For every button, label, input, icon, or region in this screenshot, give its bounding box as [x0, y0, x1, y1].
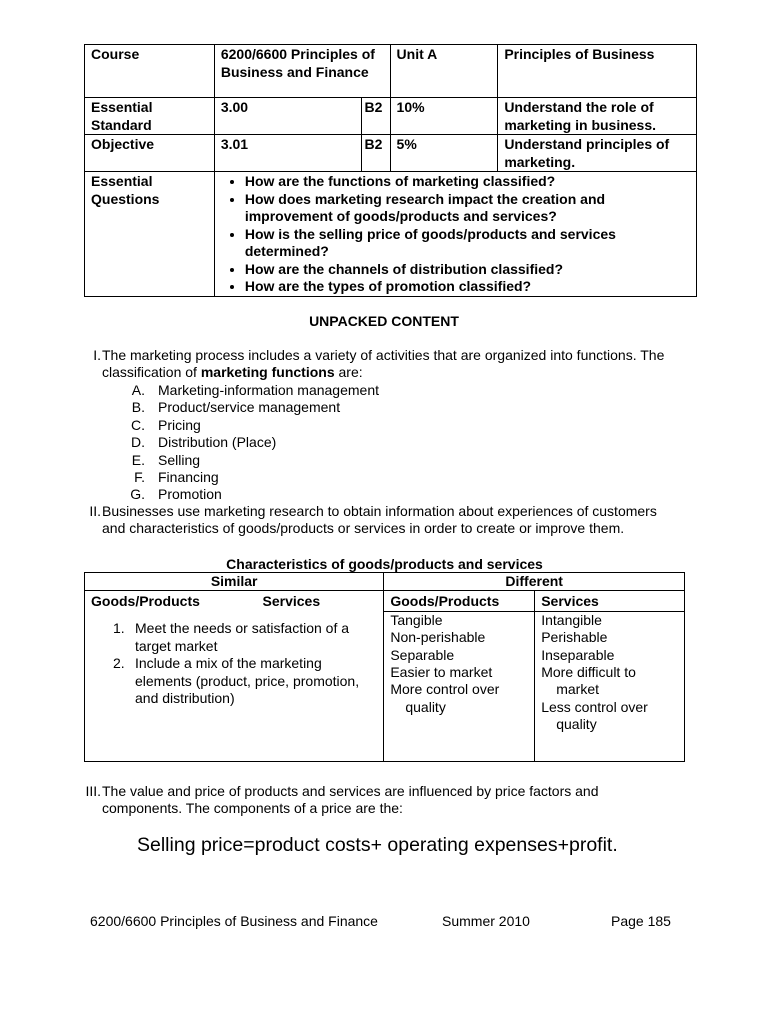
characteristics-title: Characteristics of goods/products and services	[226, 556, 543, 572]
question-item: • How does marketing research impact the creation and improvement of goods/products and services?	[245, 191, 690, 226]
list-text: Pricing	[158, 416, 201, 433]
list-letter: A.	[131, 382, 145, 398]
characteristics-table	[84, 572, 685, 762]
similar-header: Similar	[85, 573, 384, 591]
standard-value: 3.00	[214, 98, 361, 135]
objective-description: Understand principles of marketing.	[498, 135, 697, 172]
list-number: 1.	[113, 620, 125, 637]
list-text: Product/service management	[158, 399, 341, 416]
course-label: Course	[85, 45, 215, 98]
similar-goods-label: Goods/Products	[91, 593, 200, 610]
list-letter: E.	[131, 451, 145, 468]
objective-label: Objective	[85, 135, 215, 172]
goods-item: Easier to market	[390, 664, 493, 681]
goods-item: Separable	[390, 646, 455, 663]
section-1-text-after: are:	[334, 364, 363, 381]
list-letter: D.	[131, 434, 145, 451]
standard-level: B2	[361, 98, 390, 135]
list-item	[125, 417, 379, 434]
section-1-numeral: I.	[93, 347, 101, 363]
footer-term: Summer 2010	[442, 913, 530, 929]
services-item: Inseparable	[541, 646, 615, 663]
list-letter: G.	[130, 486, 145, 503]
similar-subheader	[91, 593, 377, 617]
marketing-functions-list	[125, 382, 379, 504]
diff-goods-header: Goods/Products	[384, 591, 535, 611]
list-text: Promotion	[158, 486, 222, 503]
section-2-numeral: II.	[89, 503, 101, 519]
similar-list	[91, 620, 377, 707]
list-text: Marketing-information management	[158, 382, 379, 398]
list-letter: C.	[131, 416, 145, 433]
list-text: Distribution (Place)	[158, 434, 277, 451]
list-item	[125, 382, 379, 399]
list-text: Include a mix of the marketing elements (product, price, promotion, and distribution)	[135, 655, 360, 707]
goods-item: Non-perishable	[390, 629, 486, 646]
services-item: quality	[556, 716, 597, 733]
services-item: Less control over	[541, 698, 648, 715]
essential-questions-list	[217, 173, 690, 296]
standard-percent: 10%	[390, 98, 498, 135]
list-item	[125, 399, 379, 416]
question-item: • How are the types of promotion classified?	[245, 278, 690, 296]
services-characteristics	[535, 611, 685, 761]
standard-description: Understand the role of marketing in business.	[498, 98, 697, 135]
services-item: More difficult to	[541, 664, 636, 681]
list-text: Meet the needs or satisfaction of a target market	[135, 620, 350, 654]
list-item	[125, 469, 379, 486]
goods-item: Tangible	[390, 611, 443, 628]
section-1-text	[102, 347, 682, 382]
services-item: Perishable	[541, 629, 608, 646]
list-letter: B.	[131, 399, 145, 416]
question-item: • How is the selling price of goods/products and services determined?	[245, 226, 690, 261]
objective-percent: 5%	[390, 135, 498, 172]
different-header: Different	[384, 573, 685, 591]
section-2-text: Businesses use marketing research to obtain information about experiences of customers and characteristics of goods/products or services in order to create or improve them.	[102, 503, 657, 537]
section-1-text-before: The marketing process includes a variety of activities that are organized into functions. The classification of	[102, 347, 665, 381]
list-item	[125, 434, 379, 451]
objective-level: B2	[361, 135, 390, 172]
list-letter: F.	[134, 468, 145, 485]
list-text: Selling	[158, 451, 201, 468]
standard-label: Essential Standard	[85, 98, 215, 135]
footer-course: 6200/6600 Principles of Business and Finance	[90, 913, 378, 929]
price-formula: Selling price=product costs+ operating expenses+profit.	[137, 834, 618, 856]
list-item	[125, 452, 379, 469]
similar-services-label: Services	[262, 593, 321, 610]
objective-value: 3.01	[214, 135, 361, 172]
services-item: market	[556, 681, 600, 698]
unit-value: Principles of Business	[498, 45, 697, 98]
list-item	[91, 655, 377, 707]
list-item	[125, 486, 379, 503]
list-item	[91, 620, 377, 655]
question-item: • How are the functions of marketing classified?	[245, 173, 690, 191]
section-title: UNPACKED CONTENT	[309, 313, 459, 329]
questions-label: Essential Questions	[85, 172, 215, 297]
unit-label: Unit A	[390, 45, 498, 98]
section-3-text: The value and price of products and services are influenced by price factors and components. The components of a price are the:	[102, 783, 599, 817]
goods-item: quality	[405, 698, 446, 715]
goods-characteristics	[384, 611, 535, 761]
question-item: • How are the channels of distribution classified?	[245, 261, 690, 279]
section-3-numeral: III.	[85, 783, 101, 799]
services-item: Intangible	[541, 611, 602, 628]
section-1-text-bold: marketing functions	[200, 364, 335, 381]
footer-page-number: Page 185	[611, 913, 671, 929]
diff-services-header: Services	[535, 591, 685, 611]
course-info-table	[84, 44, 697, 297]
list-number: 2.	[113, 655, 125, 672]
list-text: Financing	[158, 468, 219, 485]
course-value: 6200/6600 Principles of Business and Finance	[214, 45, 390, 98]
goods-item: More control over	[390, 681, 500, 698]
